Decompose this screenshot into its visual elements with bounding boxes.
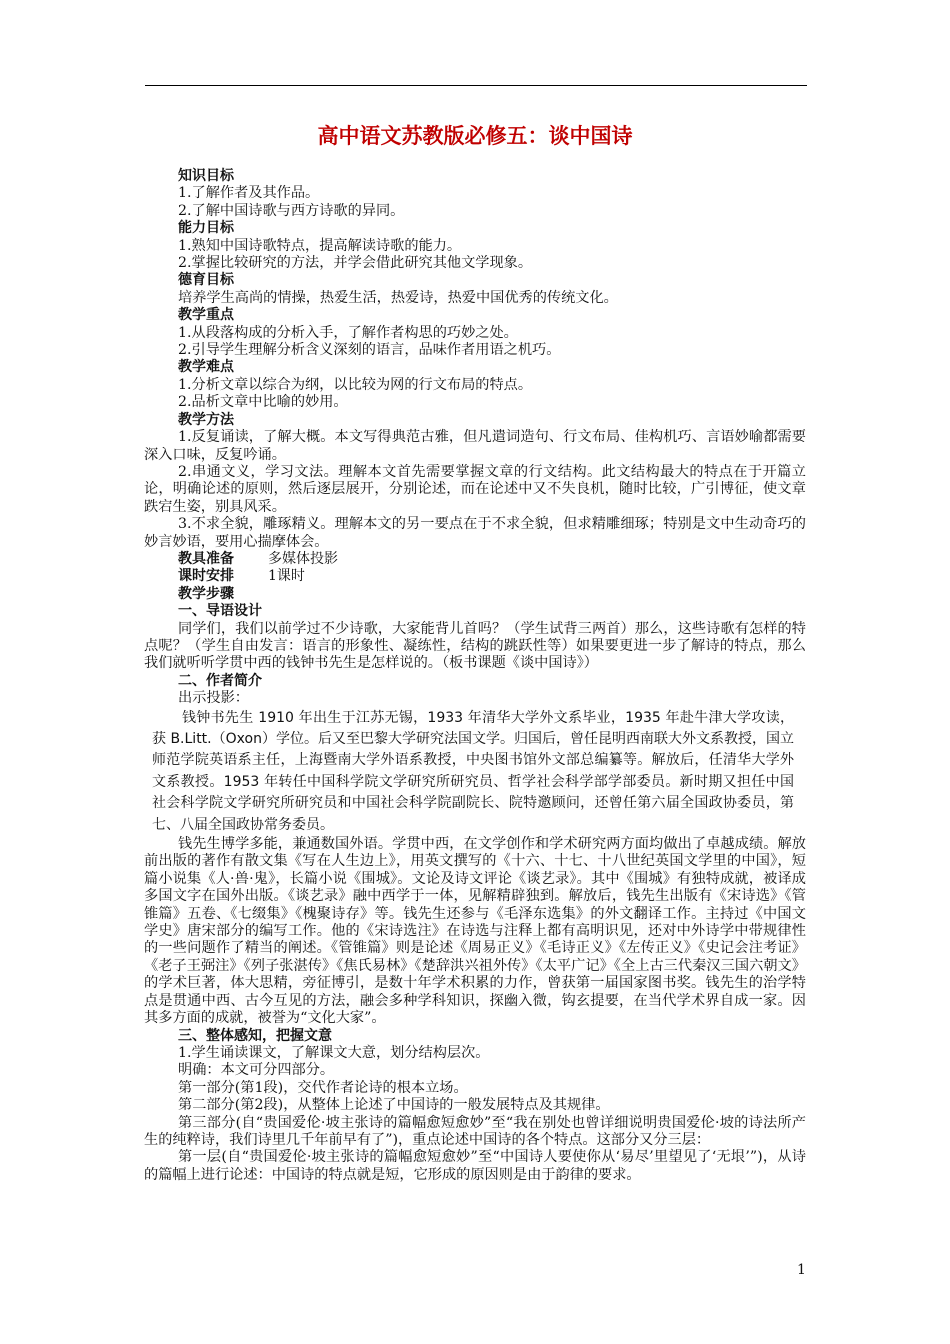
list-item: 1.了解作者及其作品。 bbox=[178, 185, 320, 202]
section-heading-steps: 教学步骤 bbox=[178, 585, 234, 602]
overview-line: 1.学生诵读课文，了解课文大意，划分结构层次。 bbox=[178, 1044, 490, 1061]
intro-paragraph: 同学们，我们以前学过不少诗歌，大家能背儿首吗？（学生试背三两首）那么，这些诗歌有怎样的特点呢？（学生自由发言：语言的形象性、凝练性，结构的跳跃性等）如果要更进一步了解诗的特点，那么我们就听听学贯中西的钱钟书先生是怎样说的。（板书课题《谈中国诗》） bbox=[144, 620, 806, 672]
hours-row bbox=[144, 568, 806, 585]
section-heading-ability: 能力目标 bbox=[178, 220, 234, 237]
list-item: 2.引导学生理解分析含义深刻的语言，品味作者用语之机巧。 bbox=[178, 342, 561, 359]
step-heading-overview: 三、整体感知，把握文意 bbox=[178, 1027, 332, 1044]
page-title: 高中语文苏教版必修五：谈中国诗 bbox=[317, 124, 633, 148]
overview-line: 明确：本文可分四部分。 bbox=[178, 1062, 335, 1079]
list-item: 2.品析文章中比喻的妙用。 bbox=[178, 394, 348, 411]
layer-one-paragraph: 第一层(自“贵国爱伦·坡主张诗的篇幅愈短愈妙”至“中国诗人要使你从‘易尽’里望见了‘无垠’”)，从诗的篇幅上进行论述：中国诗的特点就是短，它形成的原因则是由于韵律的要求。 bbox=[144, 1149, 806, 1183]
tools-value: 多媒体投影 bbox=[268, 550, 338, 567]
list-item: 1.从段落构成的分析入手，了解作者构思的巧妙之处。 bbox=[178, 324, 518, 341]
author-bio-quote: 钱钟书先生 1910 年出生于江苏无锡，1933 年清华大学外文系毕业，1935 年赴牛津大学攻读，获 B.Litt.（Oxon）学位。后又至巴黎大学研究法国文学。归国后，曾任昆明西南联大外文系教授，国立师范学院英语系主任，上海暨南大学外语系教授，中央图书馆外文部总编纂等。解放后，任清华大学外文系教授。1953 年转任中国科学院文学研究所研究员、哲学社会科学部学部委员。新时期又担任中国社会科学院文学研究所研究员和中国社会科学院副院长、院特邀顾问，还曾任第六届全国政协委员，第七、八届全国政协常务委员。 bbox=[152, 709, 794, 833]
step-heading-intro: 一、导语设计 bbox=[178, 603, 262, 620]
list-item: 1.熟知中国诗歌特点，提高解读诗歌的能力。 bbox=[178, 237, 462, 254]
hours-label: 课时安排 bbox=[178, 568, 234, 585]
hours-value: 1课时 bbox=[268, 568, 305, 585]
section-heading-key: 教学重点 bbox=[178, 307, 234, 324]
method-paragraph: 3.不求全貌，雕琢精义。理解本文的另一要点在于不求全貌，但求精雕细琢；特别是文中生动奇巧的妙言妙语，要用心揣摩体会。 bbox=[144, 516, 806, 550]
tools-label: 教具准备 bbox=[178, 550, 234, 567]
section-heading-knowledge: 知识目标 bbox=[178, 168, 234, 184]
projection-intro: 出示投影： bbox=[178, 690, 249, 707]
section-heading-moral: 德育目标 bbox=[178, 272, 234, 289]
section-heading-difficulty: 教学难点 bbox=[178, 359, 234, 376]
method-paragraph: 2.串通文义，学习文法。理解本文首先需要掌握文章的行文结构。此文结构最大的特点在于开篇立论，明确论述的原则，然后逐层展开，分别论述，而在论述中又不失良机，随时比较，广引博征，使文章跌宕生姿，别具风采。 bbox=[144, 463, 806, 515]
author-paragraph: 钱先生博学多能，兼通数国外语。学贯中西，在文学创作和学术研究两方面均做出了卓越成绩。解放前出版的著作有散文集《写在人生边上》，用英文撰写的《十六、十七、十八世纪英国文学里的中国》，短篇小说集《人·兽·鬼》，长篇小说《围城》。文论及诗文评论《谈艺录》。其中《围城》有独特成就，被译成多国文字在国外出版。《谈艺录》融中西学于一体，见解精辟独到。解放后，钱先生出版有《宋诗选》《管锥篇》五卷、《七缀集》《槐聚诗存》等。钱先生还参与《毛泽东选集》的外文翻译工作。主持过《中国文学史》唐宋部分的编写工作。他的《宋诗选注》在诗选与注释上都有高明识见，还对中外诗学中带规律性的一些问题作了精当的阐述。《管锥篇》则是论述《周易正义》《毛诗正义》《左传正义》《史记会注考证》《老子王弼注》《列子张湛传》《焦氏易林》《楚辞洪兴祖外传》《太平广记》《全上古三代秦汉三国六朝文》的学术巨著，体大思精，旁征博引，是数十年学术积累的力作，曾获第一届国家图书奖。钱先生的治学特点是贯通中西、古今互见的方法，融会多种学科知识，探幽入微，钩玄提要，在当代学术界自成一家。因其多方面的成就，被誉为“文化大家”。 bbox=[144, 836, 806, 1027]
header-rule bbox=[145, 85, 807, 86]
part-three-paragraph: 第三部分(自“贵国爱伦·坡主张诗的篇幅愈短愈妙”至“我在别处也曾详细说明贵国爱伦·坡的诗法所产生的纯粹诗，我们诗里几千年前早有了”)，重点论述中国诗的各个特点。这部分又分三层： bbox=[144, 1114, 806, 1148]
list-item: 培养学生高尚的情操，热爱生活，热爱诗，热爱中国优秀的传统文化。 bbox=[178, 289, 618, 306]
list-item: 2.了解中国诗歌与西方诗歌的异同。 bbox=[178, 202, 405, 219]
method-paragraph: 1.反复诵读，了解大概。本文写得典范古雅，但凡遣词造句、行文布局、佳构机巧、言语妙喻都需要深入口味，反复吟诵。 bbox=[144, 429, 806, 463]
document-body bbox=[144, 168, 806, 1184]
overview-line: 第一部分(第1段)，交代作者论诗的根本立场。 bbox=[178, 1079, 468, 1096]
overview-line: 第二部分(第2段)，从整体上论述了中国诗的一般发展特点及其规律。 bbox=[178, 1097, 610, 1114]
list-item: 2.掌握比较研究的方法，并学会借此研究其他文学现象。 bbox=[178, 255, 533, 272]
section-heading-method: 教学方法 bbox=[178, 411, 234, 428]
page-number: 1 bbox=[797, 1262, 806, 1278]
list-item: 1.分析文章以综合为纲，以比较为网的行文布局的特点。 bbox=[178, 376, 533, 393]
step-heading-author: 二、作者简介 bbox=[178, 672, 262, 689]
tools-row bbox=[144, 551, 806, 568]
